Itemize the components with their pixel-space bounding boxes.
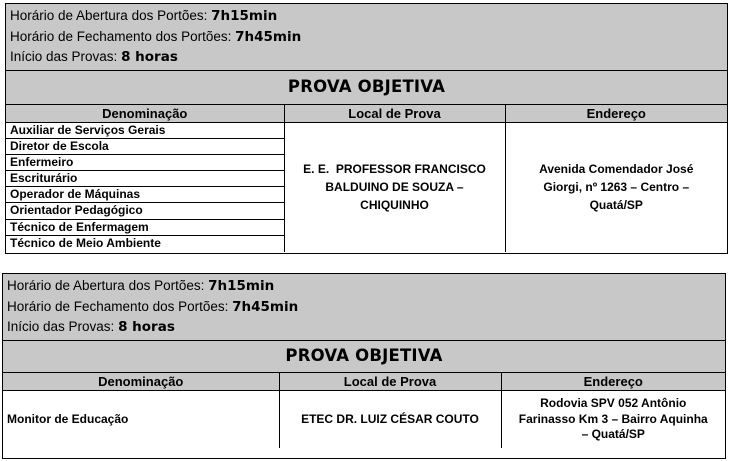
column-header-local: Local de Prova xyxy=(279,373,501,391)
opening-time-label: Horário de Abertura dos Portões: xyxy=(7,278,205,293)
local-line: CHIQUINHO xyxy=(360,198,429,213)
exam-schedule-block-2 xyxy=(2,273,726,459)
closing-time-line xyxy=(10,27,723,48)
closing-time-value: 7h45min xyxy=(235,28,302,45)
endereco-line: Rodovia SPV 052 Antônio xyxy=(540,396,687,410)
start-time-line xyxy=(7,317,721,338)
opening-time-line xyxy=(10,6,723,27)
endereco-cell xyxy=(501,390,725,448)
endereco-line: Giorgi, nº 1263 – Centro – xyxy=(543,180,690,195)
opening-time-label: Horário de Abertura dos Portões: xyxy=(10,8,208,23)
closing-time-label: Horário de Fechamento dos Portões: xyxy=(10,28,232,44)
list-item: Técnico de Meio Ambiente xyxy=(10,235,161,250)
prova-objetiva-title: PROVA OBJETIVA xyxy=(3,341,725,373)
column-header-endereco: Endereço xyxy=(505,105,727,123)
start-time-label: Início das Provas: xyxy=(7,319,115,334)
endereco-line: Avenida Comendador José xyxy=(539,162,694,177)
list-item: Diretor de Escola xyxy=(6,139,284,155)
start-time-label: Início das Provas: xyxy=(10,49,118,64)
start-time-value: 8 horas xyxy=(118,319,175,335)
local-de-prova-cell: ETEC DR. LUIZ CÉSAR COUTO xyxy=(279,390,501,448)
closing-time-label: Horário de Fechamento dos Portões: xyxy=(7,298,229,314)
endereco-line: – Quatá/SP xyxy=(581,427,645,441)
prova-objetiva-title: PROVA OBJETIVA xyxy=(6,71,727,105)
list-item: Escriturário xyxy=(6,171,284,187)
local-de-prova-cell xyxy=(284,122,505,252)
schedule-header xyxy=(6,4,727,71)
opening-time-value: 7h15min xyxy=(211,8,278,24)
denominacao-cell: Monitor de Educação xyxy=(3,390,279,448)
local-line: BALDUINO DE SOUZA – xyxy=(325,180,464,195)
list-item: Auxiliar de Serviços Gerais xyxy=(6,123,284,139)
endereco-cell xyxy=(505,122,727,252)
column-header-denominacao: Denominação xyxy=(3,373,279,391)
start-time-line xyxy=(10,47,723,68)
opening-time-line xyxy=(7,276,721,297)
denominacao-list xyxy=(6,122,284,252)
column-header-denominacao: Denominação xyxy=(6,105,284,123)
schedule-header xyxy=(3,274,725,341)
local-line: E. E. PROFESSOR FRANCISCO xyxy=(303,162,486,177)
exam-schedule-block-1 xyxy=(5,3,728,254)
exam-location-table xyxy=(3,373,725,449)
column-header-endereco: Endereço xyxy=(501,373,725,391)
list-item: Operador de Máquinas xyxy=(6,187,284,203)
exam-location-table xyxy=(6,105,727,253)
closing-time-line xyxy=(7,297,721,318)
column-header-local: Local de Prova xyxy=(284,105,505,123)
list-item: Técnico de Enfermagem xyxy=(6,220,284,236)
closing-time-value: 7h45min xyxy=(232,298,299,315)
list-item: Enfermeiro xyxy=(6,155,284,171)
endereco-line: Farinasso Km 3 – Bairro Aquinha xyxy=(518,411,708,426)
endereco-line: Quatá/SP xyxy=(589,198,643,213)
start-time-value: 8 horas xyxy=(121,49,178,65)
list-item: Orientador Pedagógico xyxy=(6,203,284,219)
opening-time-value: 7h15min xyxy=(208,278,275,294)
